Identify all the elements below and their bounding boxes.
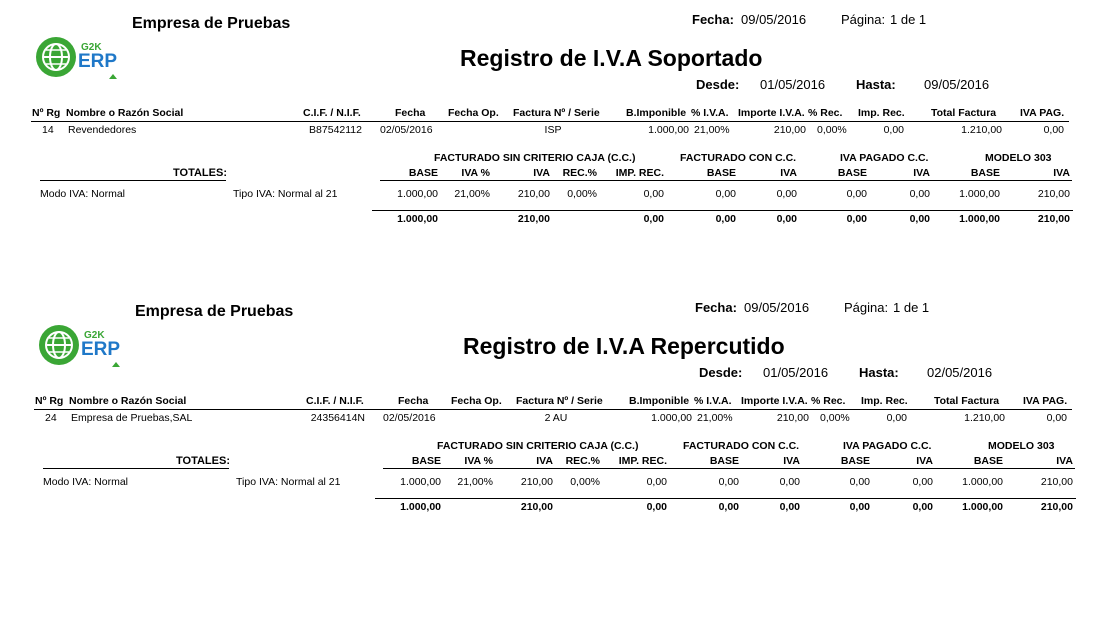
sub-iva-modelo: IVA <box>1053 167 1070 179</box>
logo-small-text: G2K <box>84 330 105 341</box>
sub-rec-pct: REC.% <box>562 167 597 179</box>
sub-iva-pagado: IVA <box>916 455 933 467</box>
desde-value: 01/05/2016 <box>760 77 826 92</box>
val-iva: 210,00 <box>517 188 550 200</box>
sub-iva-modelo: IVA <box>1056 455 1073 467</box>
val-iva-pct: 21,00% <box>454 188 490 200</box>
col-pct-iva: % I.V.A. <box>694 395 732 407</box>
sub-base-modelo: BASE <box>970 167 1000 179</box>
sum-base-con: 0,00 <box>715 213 736 225</box>
val-iva: 210,00 <box>520 476 553 488</box>
val-rec-pct: 0,00% <box>570 476 600 488</box>
cell-pct-rec: 0,00% <box>820 412 850 424</box>
totales-rule <box>43 468 229 469</box>
col-fecha: Fecha <box>395 107 426 119</box>
col-cif: C.I.F. / N.I.F. <box>306 395 364 407</box>
desde-label: Desde: <box>699 365 743 380</box>
col-base: B.Imponible <box>629 395 690 407</box>
col-factura: Factura Nº / Serie <box>516 395 603 407</box>
col-pct-rec: % Rec. <box>808 107 843 119</box>
col-pct-rec: % Rec. <box>811 395 846 407</box>
sum-imp-rec: 0,00 <box>646 501 667 513</box>
col-factura: Factura Nº / Serie <box>513 107 600 119</box>
val-iva-con: 0,00 <box>779 476 800 488</box>
sum-iva: 210,00 <box>517 213 550 225</box>
sub-iva-con: IVA <box>783 455 800 467</box>
col-fecha-op: Fecha Op. <box>448 107 499 119</box>
cell-base: 1.000,00 <box>651 412 692 424</box>
col-imp-rec: Imp. Rec. <box>858 107 905 119</box>
cell-total: 1.210,00 <box>964 412 1005 424</box>
cell-iva-pag: 0,00 <box>1046 412 1067 424</box>
val-base: 1.000,00 <box>397 188 438 200</box>
sub-iva-pagado: IVA <box>913 167 930 179</box>
sum-iva-con: 0,00 <box>776 213 797 225</box>
val-rec-pct: 0,00% <box>567 188 597 200</box>
val-iva-con: 0,00 <box>776 188 797 200</box>
val-imp-rec: 0,00 <box>643 188 664 200</box>
pagina-label: Página: <box>844 300 889 315</box>
sub-imp-rec: IMP. REC. <box>618 455 667 467</box>
val-iva-modelo: 210,00 <box>1037 188 1070 200</box>
subheader-rule <box>383 468 1075 469</box>
sub-iva-con: IVA <box>780 167 797 179</box>
logo-small-text: G2K <box>81 42 102 53</box>
cell-nombre: Empresa de Pruebas,SAL <box>71 412 193 424</box>
sub-iva: IVA <box>536 455 553 467</box>
val-base-con: 0,00 <box>718 476 739 488</box>
hasta-label: Hasta: <box>859 365 899 380</box>
cell-factura: 2 AU <box>544 412 568 424</box>
sum-iva-modelo: 210,00 <box>1040 501 1073 513</box>
group-modelo-303: MODELO 303 <box>985 152 1052 164</box>
cell-nombre: Revendedores <box>68 124 137 136</box>
sum-imp-rec: 0,00 <box>643 213 664 225</box>
totales-rule <box>40 180 226 181</box>
cell-imp-rec: 0,00 <box>886 412 907 424</box>
cell-importe-iva: 210,00 <box>776 412 809 424</box>
logo-big-text: ERP <box>78 51 118 72</box>
col-base: B.Imponible <box>626 107 687 119</box>
fecha-label: Fecha: <box>692 12 734 27</box>
header-rule <box>31 121 1069 122</box>
val-imp-rec: 0,00 <box>646 476 667 488</box>
sub-base-con: BASE <box>706 167 736 179</box>
col-total: Total Factura <box>934 395 1000 407</box>
group-con-cc: FACTURADO CON C.C. <box>680 152 797 164</box>
col-iva-pag: IVA PAG. <box>1020 107 1065 119</box>
sub-base-pagado: BASE <box>837 167 867 179</box>
sum-iva-pagado: 0,00 <box>912 501 933 513</box>
val-iva-pct: 21,00% <box>457 476 493 488</box>
sub-base-pagado: BASE <box>840 455 870 467</box>
val-base-pagado: 0,00 <box>849 476 870 488</box>
totales-label: TOTALES: <box>173 167 227 179</box>
sub-imp-rec: IMP. REC. <box>615 167 664 179</box>
col-importe-iva: Importe I.V.A. <box>741 395 808 407</box>
fecha-value: 09/05/2016 <box>744 300 810 315</box>
col-rg: Nº Rg <box>32 107 61 119</box>
group-modelo-303: MODELO 303 <box>988 440 1055 452</box>
cell-importe-iva: 210,00 <box>773 124 806 136</box>
sum-base: 1.000,00 <box>397 213 438 225</box>
sum-iva-con: 0,00 <box>779 501 800 513</box>
val-base-modelo: 1.000,00 <box>959 188 1000 200</box>
pagina-value: 1 de 1 <box>890 12 927 27</box>
val-base-pagado: 0,00 <box>846 188 867 200</box>
cell-imp-rec: 0,00 <box>883 124 904 136</box>
cell-factura: ISP <box>544 124 562 136</box>
sum-base-modelo: 1.000,00 <box>959 213 1000 225</box>
cell-base: 1.000,00 <box>648 124 689 136</box>
sum-base-pagado: 0,00 <box>849 501 870 513</box>
col-iva-pag: IVA PAG. <box>1023 395 1068 407</box>
col-fecha: Fecha <box>398 395 429 407</box>
col-fecha-op: Fecha Op. <box>451 395 502 407</box>
pagina-value: 1 de 1 <box>893 300 930 315</box>
logo-big-text: ERP <box>81 339 121 360</box>
cell-total: 1.210,00 <box>961 124 1002 136</box>
group-iva-pagado: IVA PAGADO C.C. <box>840 152 929 164</box>
val-base: 1.000,00 <box>400 476 441 488</box>
totales-label: TOTALES: <box>176 455 230 467</box>
sub-rec-pct: REC.% <box>565 455 600 467</box>
subheader-rule <box>380 180 1072 181</box>
group-sin-criterio: FACTURADO SIN CRITERIO CAJA (C.C.) <box>434 152 636 164</box>
tipo-iva: Tipo IVA: Normal al 21 <box>233 188 338 200</box>
modo-iva: Modo IVA: Normal <box>43 476 128 488</box>
sum-rule <box>372 210 1073 211</box>
sub-base: BASE <box>411 455 441 467</box>
col-total: Total Factura <box>931 107 997 119</box>
report-title: Registro de I.V.A Soportado <box>460 45 763 71</box>
col-pct-iva: % I.V.A. <box>691 107 729 119</box>
cell-pct-rec: 0,00% <box>817 124 847 136</box>
g2k-erp-logo <box>38 324 128 375</box>
cell-fecha: 02/05/2016 <box>380 124 433 136</box>
sum-base-pagado: 0,00 <box>846 213 867 225</box>
col-nombre: Nombre o Razón Social <box>69 395 187 407</box>
col-imp-rec: Imp. Rec. <box>861 395 908 407</box>
sum-iva-modelo: 210,00 <box>1037 213 1070 225</box>
group-con-cc: FACTURADO CON C.C. <box>683 440 800 452</box>
company-name: Empresa de Pruebas <box>132 15 291 32</box>
group-sin-criterio: FACTURADO SIN CRITERIO CAJA (C.C.) <box>437 440 639 452</box>
val-base-modelo: 1.000,00 <box>962 476 1003 488</box>
header-rule <box>34 409 1072 410</box>
tipo-iva: Tipo IVA: Normal al 21 <box>236 476 341 488</box>
val-iva-pagado: 0,00 <box>909 188 930 200</box>
sum-rule <box>375 498 1076 499</box>
hasta-value: 09/05/2016 <box>924 77 990 92</box>
sub-iva-pct: IVA % <box>464 455 493 467</box>
fecha-label: Fecha: <box>695 300 737 315</box>
pagina-label: Página: <box>841 12 886 27</box>
cell-cif: B87542112 <box>309 124 362 136</box>
desde-value: 01/05/2016 <box>763 365 829 380</box>
hasta-value: 02/05/2016 <box>927 365 993 380</box>
cell-pct-iva: 21,00% <box>694 124 730 136</box>
sub-base-modelo: BASE <box>973 455 1003 467</box>
report-iva-repercutido <box>3 288 1110 568</box>
cell-iva-pag: 0,00 <box>1043 124 1064 136</box>
hasta-label: Hasta: <box>856 77 896 92</box>
val-iva-modelo: 210,00 <box>1040 476 1073 488</box>
g2k-erp-logo <box>35 36 125 87</box>
col-nombre: Nombre o Razón Social <box>66 107 184 119</box>
cell-cif: 24356414N <box>310 412 365 424</box>
sum-base-modelo: 1.000,00 <box>962 501 1003 513</box>
fecha-value: 09/05/2016 <box>741 12 807 27</box>
sub-iva-pct: IVA % <box>461 167 490 179</box>
sum-base-con: 0,00 <box>718 501 739 513</box>
group-iva-pagado: IVA PAGADO C.C. <box>843 440 932 452</box>
cell-rg: 14 <box>42 124 54 136</box>
sub-iva: IVA <box>533 167 550 179</box>
sum-iva: 210,00 <box>520 501 553 513</box>
cell-pct-iva: 21,00% <box>697 412 733 424</box>
report-iva-soportado <box>0 0 1110 280</box>
sum-iva-pagado: 0,00 <box>909 213 930 225</box>
company-name: Empresa de Pruebas <box>135 303 294 320</box>
sub-base-con: BASE <box>709 455 739 467</box>
val-base-con: 0,00 <box>715 188 736 200</box>
sum-base: 1.000,00 <box>400 501 441 513</box>
desde-label: Desde: <box>696 77 740 92</box>
sub-base: BASE <box>408 167 438 179</box>
val-iva-pagado: 0,00 <box>912 476 933 488</box>
col-cif: C.I.F. / N.I.F. <box>303 107 361 119</box>
col-importe-iva: Importe I.V.A. <box>738 107 805 119</box>
cell-fecha: 02/05/2016 <box>383 412 436 424</box>
modo-iva: Modo IVA: Normal <box>40 188 125 200</box>
report-title: Registro de I.V.A Repercutido <box>463 333 785 359</box>
cell-rg: 24 <box>45 412 57 424</box>
col-rg: Nº Rg <box>35 395 64 407</box>
